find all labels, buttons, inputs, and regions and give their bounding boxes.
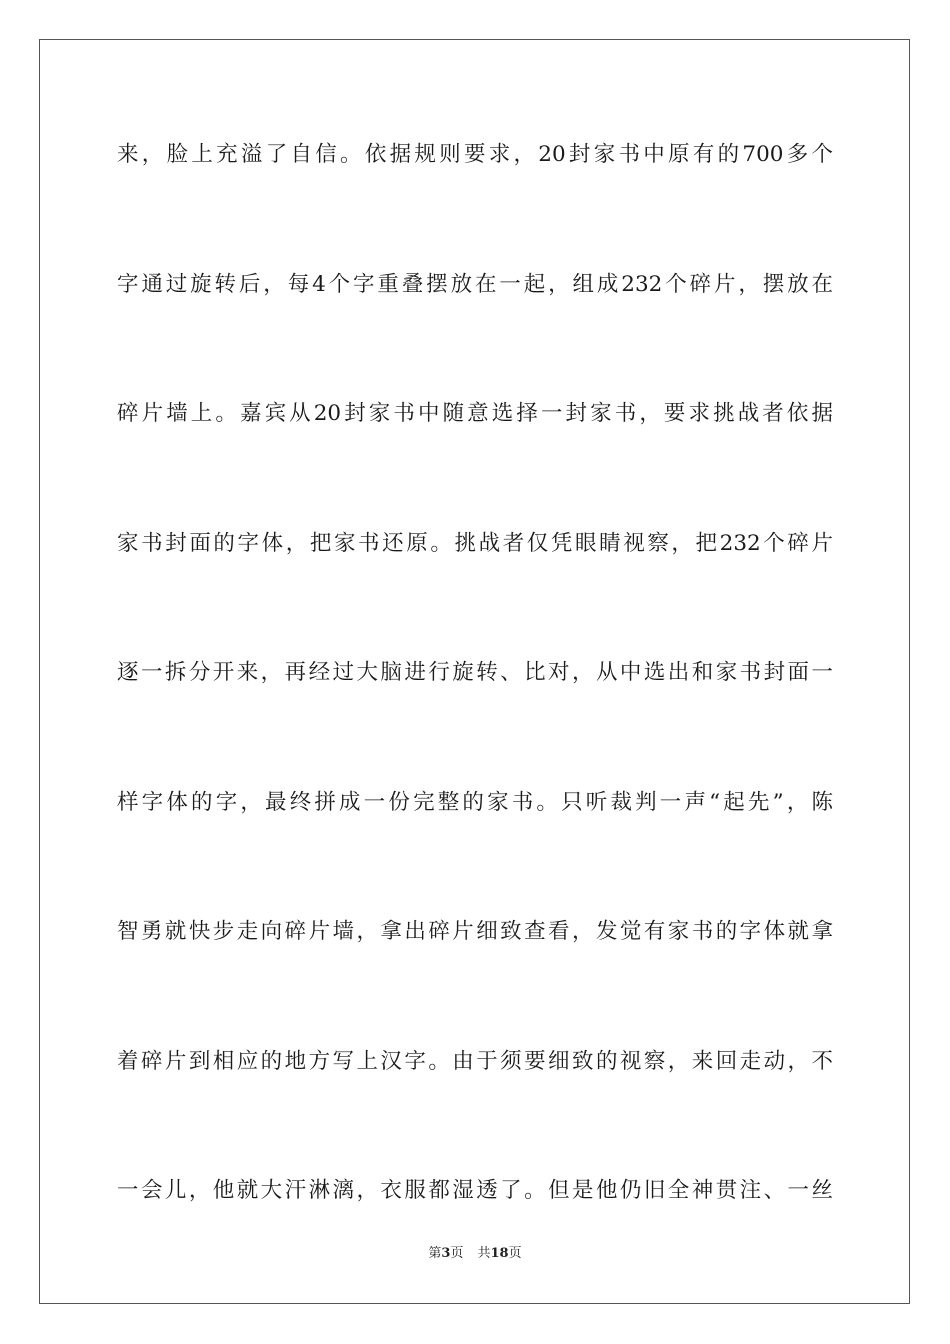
- page-number: 3: [441, 1246, 451, 1261]
- total-suffix: 页: [508, 1246, 522, 1261]
- total-prefix: 共: [477, 1246, 491, 1261]
- text-line-2: 字通过旋转后，每4个字重叠摆放在一起，组成232个碎片，摆放在: [117, 271, 833, 297]
- page-prefix: 第: [428, 1246, 442, 1261]
- page-indicator: [428, 1246, 463, 1261]
- text-line-7: 智勇就快步走向碎片墙，拿出碎片细致查看，发觉有家书的字体就拿: [117, 919, 833, 944]
- text-line-6: 样字体的字，最终拼成一份完整的家书。只听裁判一声“起先”，陈: [117, 789, 833, 815]
- text-line-9: 一会儿，他就大汗淋漓，衣服都湿透了。但是他仍旧全神贯注、一丝: [117, 1178, 833, 1203]
- total-pages: 18: [490, 1246, 509, 1261]
- page-footer: [0, 1244, 950, 1264]
- text-line-8: 着碎片到相应的地方写上汉字。由于须要细致的视察，来回走动，不: [117, 1048, 833, 1074]
- total-pages-indicator: [477, 1246, 521, 1261]
- page-suffix: 页: [450, 1246, 464, 1261]
- text-line-1: 来，脸上充溢了自信。依据规则要求，20封家书中原有的700多个: [117, 142, 833, 167]
- text-line-5: 逐一拆分开来，再经过大脑进行旋转、比对，从中选出和家书封面一: [117, 660, 833, 685]
- text-line-3: 碎片墙上。嘉宾从20封家书中随意选择一封家书，要求挑战者依据: [117, 401, 833, 426]
- document-body: [117, 132, 833, 1298]
- text-line-4: 家书封面的字体，把家书还原。挑战者仅凭眼睛视察，把232个碎片: [117, 530, 833, 556]
